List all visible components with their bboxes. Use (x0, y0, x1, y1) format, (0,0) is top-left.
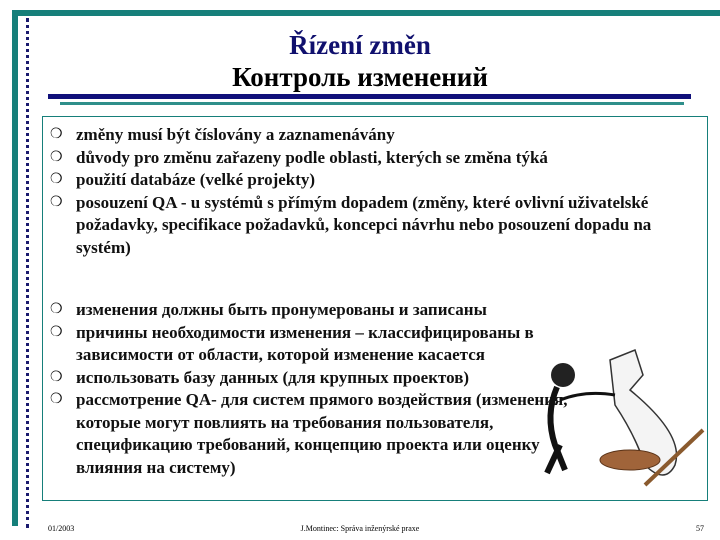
bullet-text: důvody pro změnu zařazeny podle oblasti, kterých se změna týká (76, 147, 548, 167)
bullet-text: изменения должны быть пронумерованы и записаны (76, 300, 487, 319)
bullet-text: использовать базу данных (для крупных проектов) (76, 367, 470, 387)
bullet-icon: ❍ (50, 149, 63, 165)
top-border (12, 10, 720, 16)
czech-bullet-list (42, 124, 682, 259)
bullet-icon: ❍ (50, 302, 63, 317)
page-number: 57 (696, 524, 704, 533)
title-russian: Контроль изменений (232, 62, 488, 92)
bullet-icon: ❍ (50, 369, 63, 385)
list-item (42, 299, 632, 322)
bullet-text: рассмотрение QA- для систем прямого воздействия (изменения, которые могут повлиять на требования пользователя, спецификацию требований, концепцию проекта или оценку влияния на систему) (76, 390, 568, 477)
bullet-text: změny musí být číslovány a zaznamenávány (76, 125, 395, 144)
list-item (42, 169, 682, 192)
list-item (42, 389, 586, 479)
title-underline (48, 94, 691, 99)
bullet-icon: ❍ (50, 127, 63, 142)
bullet-icon: ❍ (50, 324, 63, 340)
bullet-text: причины необходимости изменения – классифицированы в зависимости от области, которой изменение касается (76, 322, 534, 364)
list-item (42, 147, 682, 170)
dotted-divider (26, 18, 29, 528)
list-item (42, 124, 682, 147)
bullet-icon: ❍ (50, 172, 63, 187)
list-item (42, 192, 682, 260)
title-underline-secondary (60, 102, 684, 105)
bullet-icon: ❍ (50, 194, 63, 210)
bullet-text: použití databáze (velké projekty) (76, 170, 316, 189)
footer-author: J.Montinec: Správa inženýrské praxe (300, 524, 420, 533)
title-czech: Řízení změn (289, 30, 431, 60)
bullet-text: posouzení QA - u systémů s přímým dopadem (změny, které ovlivní uživatelské požadavky, specifikace požadavků, koncepci návrhu nebo posouzení dopadu na systém) (76, 192, 652, 257)
footer-date: 01/2003 (48, 524, 75, 533)
bullet-icon: ❍ (50, 392, 63, 407)
cartoon-illustration (535, 345, 705, 495)
